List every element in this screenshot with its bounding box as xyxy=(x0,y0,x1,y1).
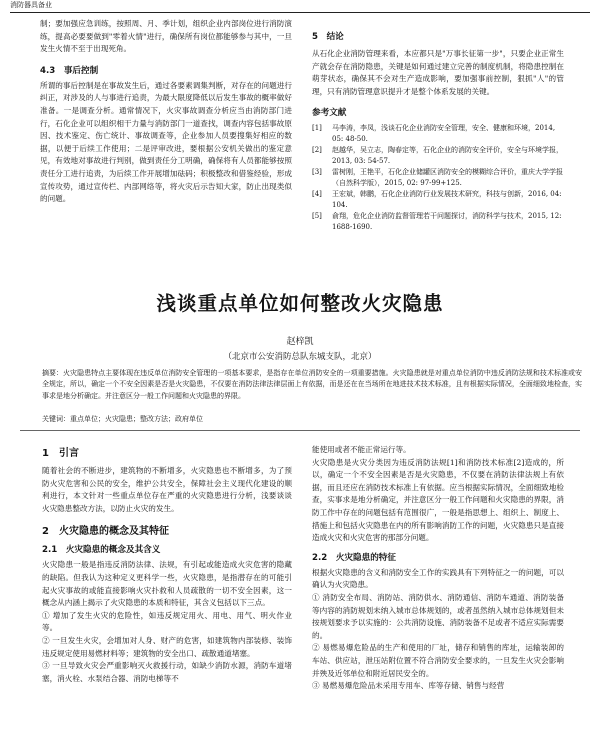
article-affiliation: （北京市公安消防总队东城支队，北京） xyxy=(223,352,377,362)
prev-article-right-column xyxy=(312,30,564,233)
article-title: 浅谈重点单位如何整改火灾隐患 xyxy=(156,292,444,315)
article-right-column xyxy=(312,444,564,693)
list-item: ① 增加了发生火灾的危险性，如违反规定用火、用电、用气、明火作业等。 xyxy=(42,610,292,633)
reference-item: [5] 俞翔，危化企业消防监督管理若干问题探讨，消防科学与技术，2015, 12: 1688-1690. xyxy=(312,212,562,232)
references-heading: 参考文献 xyxy=(312,108,347,119)
divider xyxy=(20,430,580,431)
prev-article-left-column xyxy=(40,18,292,206)
running-header xyxy=(10,0,590,13)
section-heading: 4.3 事后控制 xyxy=(40,65,99,76)
paragraph: 从石化企业消防管理来看，本应都只是"万事长征第一步"，只要企业正常生产就会存在消防隐患，关键是如何通过建立完善的制度机制，将隐患控制在萌芽状态，确保其不会对生产造成影响，要加强事前控制，狠抓"人"的管理，只有消防管理意识提升才是整个体系发展的关键。 xyxy=(312,49,564,96)
reference-item: [3] 雷树刚，王艳平，石化企业储罐区消防安全的模糊综合评价，重庆大学学报（自然科学版），2015, 02: 97-99+125. xyxy=(312,168,563,188)
paragraph: 根据火灾隐患的含义和消防安全工作的实践具有下列特征之一的问题，可以确认为火灾隐患。 xyxy=(312,567,564,590)
reference-item: [2] 赵越华，吴立志，陶春定等，石化企业的消防安全评价，安全与环境学报，2013, 03: 54-57. xyxy=(312,146,563,166)
list-item: ③ 易燃易爆危险品未采用专用车、库等存储、销售与经营 xyxy=(312,681,505,691)
paragraph: 制；要加强应急训练，按照周、月、季计划，组织企业内部岗位进行消防演练，提高必要要做到"零着火情"进行，确保所有岗位都能够参与其中，一旦发生火情不至于出现死角。 xyxy=(40,19,292,54)
article-left-column xyxy=(42,444,292,685)
reference-item: [1] 马李涛，李凤，浅谈石化企业消防安全管理，安全、健康和环境，2014, 05: 48-50. xyxy=(312,124,556,144)
article-author: 赵梓凯 xyxy=(286,337,314,347)
subsection-heading: 2.2 火灾隐患的特征 xyxy=(312,552,396,563)
list-item: ① 消防安全布局、消防站、消防供水、消防通信、消防车通道、消防装备等内容的消防规划未纳入城市总体规划的，或者虽然纳入城市总体规划但未按规划要求予以实施的：公共消防设施、消防装备不足或者不适应实际需要的。 xyxy=(312,592,564,640)
paragraph: 能使用或者不能正常运行等。 xyxy=(312,445,411,454)
paragraph: 火灾隐患是火灾分类因为违反消防法规[1]和消防技术标准[2]造成的，所以，确定一个不安全因素是否是火灾隐患，不仅要在消防法律法规上有依据，而且还应在消防技术标准上有依据。应当根据实际情况，全面细致地检查，实事求是地分析确定，并注意区分一般工作问题和火灾隐患的界限，消防工作中存在的问题包括有范围很广，一般是指思想上、组织上、制度上、措施上和包括火灾隐患在内的所有影响消防工作的问题，火灾隐患只是直接造成火灾和火灾危害的那部分问题。 xyxy=(312,457,564,543)
reference-item: [4] 王宏斌，韩鹏，石化企业消防行业发展技术研究，科技与创新，2016, 04: 104. xyxy=(312,190,562,210)
section-heading: 1 引言 xyxy=(42,448,79,459)
section-heading: 5 结论 xyxy=(312,32,344,42)
running-header-text: 消防器具备业 xyxy=(10,1,52,9)
article-abstract: 摘要：火灾隐患特点主要体现在违反单位消防安全管理的一项基本要求，是指存在单位消防安全的一项重要措施。火灾隐患就是对重点单位消防中违反消防法规和技术标准或安全规定，所以，确定一个不安全因素是否是火灾隐患，不仅要在消防法律法律层面上有依据，而是还在在当场所在地进技术技术标准，且有根据实际情况，全面细致地检查，实事求是地分析确定。并注意区分一般工作问题和火灾隐患的界限。 xyxy=(42,369,582,400)
list-item: ② 易燃易爆危险品的生产和使用的厂址，储存和销售的库址，运输装卸的车站、供应站，泄压站附位置不符合消防安全要求的，一旦发生火灾会影响并殃及近邻单位和附近居民安全的。 xyxy=(312,643,564,678)
paragraph: 随着社会的不断进步，建筑物的不断增多，火灾隐患也不断增多，为了预防火灾危害和公民的安全，维护公共安全，保障社会主义现代化建设的顺利进行，本文针对一些重点单位存在严重的火灾隐患进行分析，浅要谈谈火灾隐患整改方法，以防止火灾的发生。 xyxy=(42,466,292,513)
paragraph: 火灾隐患一般是指违反消防法律、法规，有引起或能造成火灾危害的隐藏的缺陷。但我认为这种定义更科学一些，火灾隐患，是指潜存在的可能引起火灾事故的或能直接影响火灾扑救和人员疏散的一切不安全因素，这一概念从内涵上揭示了火灾隐患的本质和特征，其含义包括以下三点。 xyxy=(42,560,292,608)
subsection-heading: 2.1 火灾隐患的概念及其含义 xyxy=(42,545,161,556)
section-heading: 2 火灾隐患的概念及其特征 xyxy=(42,526,169,538)
list-item: ② 一旦发生火灾，会增加对人身、财产的危害，如建筑物内部装修、装饰违反规定使用易燃材料等；建筑物的安全出口、疏散通道堵塞。 xyxy=(42,635,292,658)
paragraph: 所谓的事后控制是在事故发生后，通过各要素调集判断，对存在的问题进行纠正，对涉及的人与事进行追责，为最大限度降低以后发生事故的概率做好准备。一是调查分析。通常情况下，火灾事故调查分析应当由消防部门进行，石化企业可以组织相干力量与消防部门一道查找，调查内容包括事故原因、技术鉴定、伤亡统计、事故调查等，企业参加人员要搜集好相应的数据，以便于后续工作使用；二是评审改进，要根据公安机关做出的鉴定意见，有效地对事故进行判别，做到责任分工明确，确保将有人员都能够按照责任分工进行追责，为后续工作开展增加砝码；积极整改和借鉴经验，形成宣传攻势，通过宣传栏、内部网络等，将火灾后示告知大家，防止出现类似的问题。 xyxy=(40,80,292,204)
article-keywords: 关键词：重点单位；火灾隐患；整改方法；政府单位 xyxy=(42,415,203,423)
references-list xyxy=(312,123,564,233)
list-item: ③ 一旦导致火灾会严重影响灭火救援行动，如缺少消防水源，消防车道堵塞，消火栓、水泵结合器、消防电梯等不 xyxy=(42,661,292,683)
